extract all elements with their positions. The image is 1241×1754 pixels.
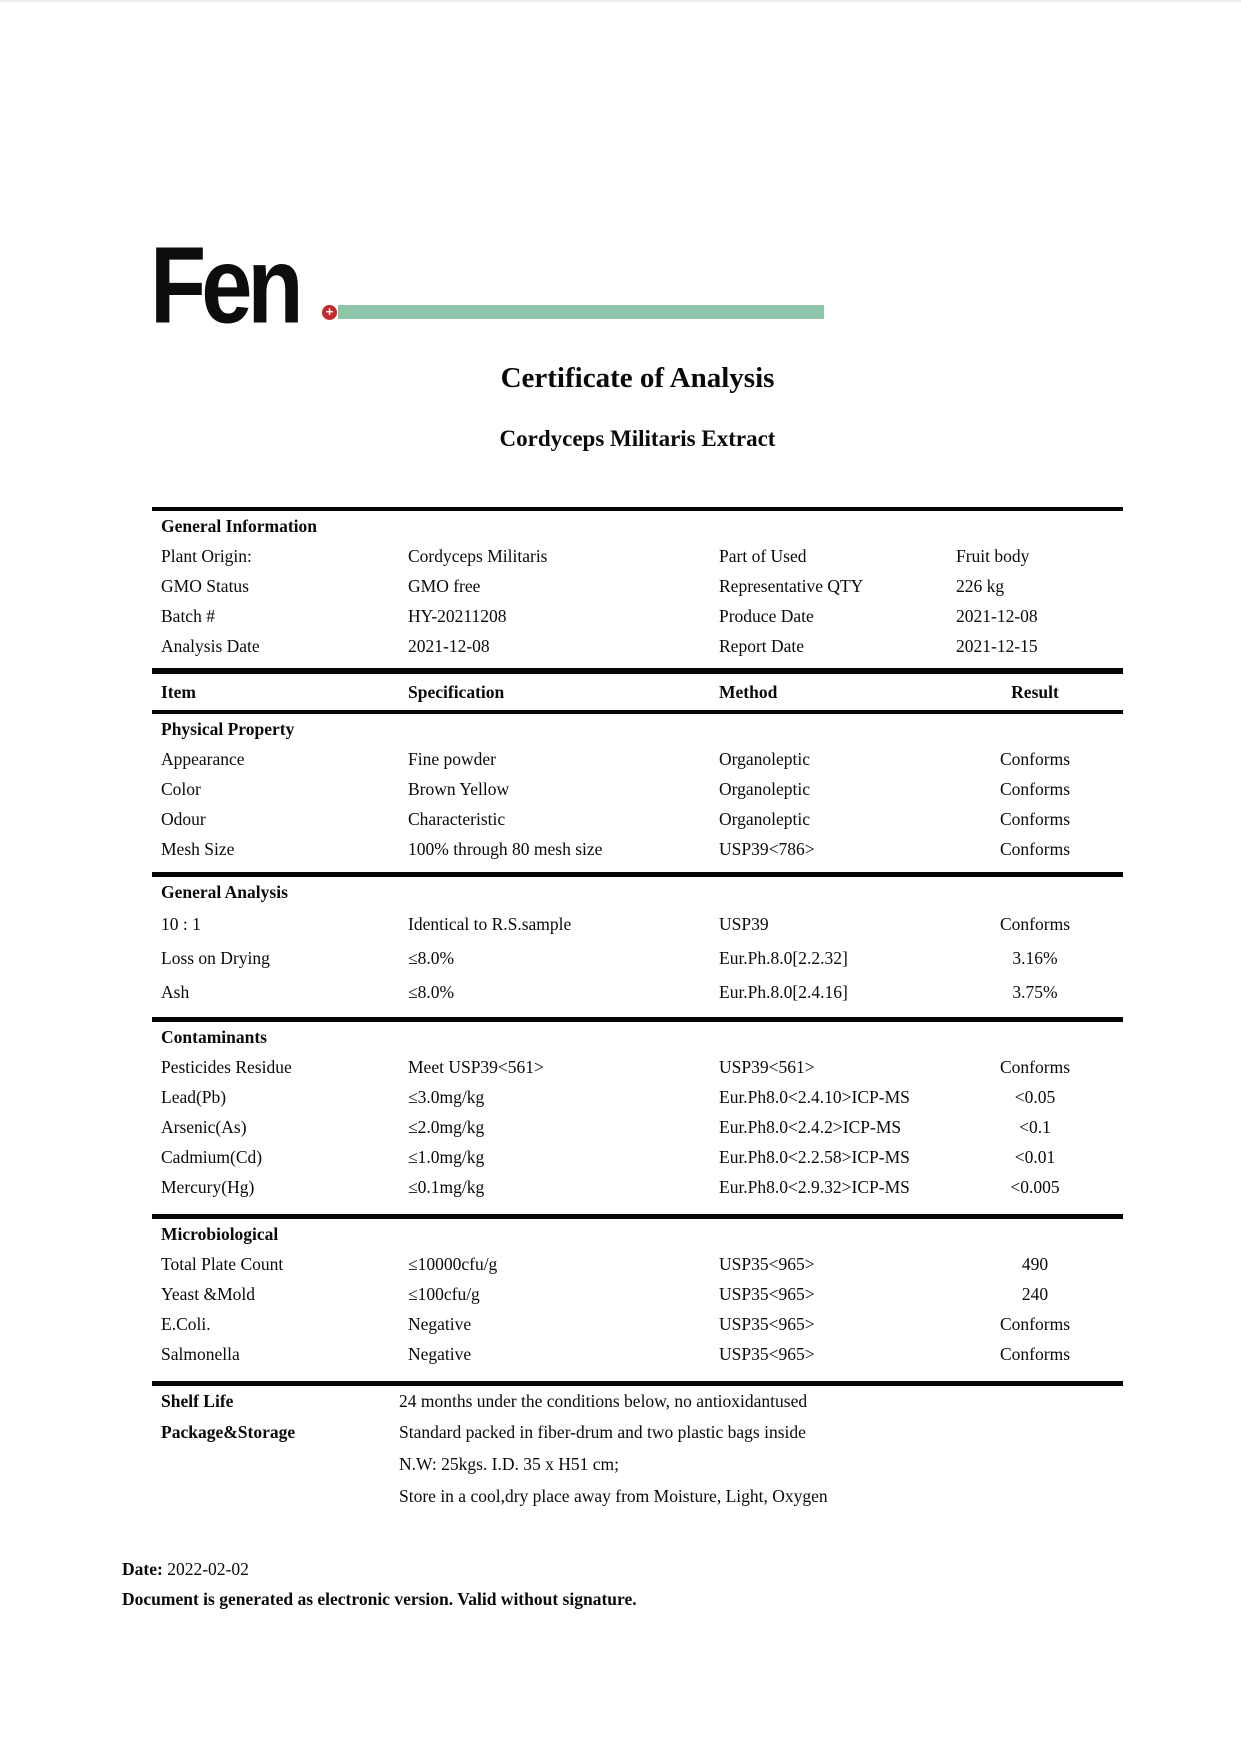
table-row [152, 907, 1123, 941]
table-row [152, 1112, 1123, 1142]
cell-method: USP35<965> [719, 1314, 815, 1334]
cell-result: 240 [1021, 1284, 1049, 1304]
cell-method: USP39 [719, 914, 769, 934]
table-row [152, 1052, 1123, 1082]
cell-spec: ≤10000cfu/g [408, 1254, 498, 1274]
gi-value: 226 kg [956, 576, 1005, 596]
cell-spec: Characteristic [408, 809, 506, 829]
general-info-row [152, 571, 1123, 601]
cell-item: Mesh Size [161, 839, 235, 859]
cell-spec: Identical to R.S.sample [408, 914, 572, 934]
coa-table [152, 507, 1123, 1512]
cell-result: <0.005 [1010, 1177, 1060, 1197]
cell-spec: ≤0.1mg/kg [408, 1177, 485, 1197]
section-heading: Physical Property [161, 719, 295, 739]
cell-item: Loss on Drying [161, 948, 270, 968]
cell-spec: Negative [408, 1344, 472, 1364]
gi-label: GMO Status [161, 576, 249, 596]
gi-value: Fruit body [956, 546, 1030, 566]
gi-label: Produce Date [719, 606, 814, 626]
cell-item: Color [161, 779, 201, 799]
cell-item: Odour [161, 809, 206, 829]
general-info-row [152, 601, 1123, 631]
table-row [152, 834, 1123, 864]
cell-spec: Brown Yellow [408, 779, 510, 799]
gi-label: Batch # [161, 606, 215, 626]
cell-result: Conforms [1000, 839, 1070, 859]
cell-result: Conforms [1000, 1057, 1070, 1077]
gi-value: HY-20211208 [408, 606, 507, 626]
cell-result: Conforms [1000, 914, 1070, 934]
cell-result: Conforms [1000, 749, 1070, 769]
page-title: Certificate of Analysis [500, 362, 775, 394]
table-row [152, 1082, 1123, 1112]
cell-item: Salmonella [161, 1344, 240, 1364]
gi-label: Representative QTY [719, 576, 864, 596]
company-logo [150, 225, 850, 346]
gi-value: 2021-12-08 [408, 636, 490, 656]
gi-label: Plant Origin: [161, 546, 252, 566]
footer [122, 1554, 637, 1614]
cell-spec: ≤1.0mg/kg [408, 1147, 485, 1167]
table-row [152, 1279, 1123, 1309]
package-extra-lines-row [152, 1448, 1123, 1512]
table-row [152, 941, 1123, 975]
cell-result: Conforms [1000, 1344, 1070, 1364]
cell-method: Organoleptic [719, 749, 811, 769]
analysis-section [152, 1219, 1123, 1381]
cell-result: Conforms [1000, 809, 1070, 829]
cell-item: Arsenic(As) [161, 1117, 247, 1137]
electronic-note: Document is generated as electronic version. Valid without signature. [122, 1589, 637, 1609]
analysis-section [152, 714, 1123, 872]
section-heading: Contaminants [161, 1027, 267, 1047]
logo-plus-icon: + [322, 305, 337, 320]
cell-item: Ash [161, 982, 190, 1002]
table-row [152, 1142, 1123, 1172]
cell-result: Conforms [1000, 779, 1070, 799]
analysis-section [152, 1022, 1123, 1214]
general-info-row [152, 541, 1123, 571]
cell-result: <0.05 [1014, 1087, 1056, 1107]
cell-item: 10 : 1 [161, 914, 201, 934]
cell-result: Conforms [1000, 1314, 1070, 1334]
shelf-life-label: Shelf Life [161, 1391, 234, 1411]
section-heading: Microbiological [161, 1224, 279, 1244]
gi-value: GMO free [408, 576, 481, 596]
product-name: Cordyceps Militaris Extract [499, 426, 776, 451]
general-info-row [152, 631, 1123, 661]
table-row [152, 774, 1123, 804]
cell-item: Yeast &Mold [161, 1284, 256, 1304]
cell-method: Eur.Ph.8.0[2.2.32] [719, 948, 848, 968]
logo-text: Fen [150, 225, 299, 346]
cell-spec: ≤3.0mg/kg [408, 1087, 485, 1107]
date-label: Date: [122, 1559, 163, 1579]
package-line: Store in a cool,dry place away from Moisture, Light, Oxygen [399, 1486, 828, 1506]
header-item: Item [161, 682, 196, 702]
cell-method: Eur.Ph8.0<2.4.2>ICP-MS [719, 1117, 902, 1137]
date-line [122, 1554, 637, 1584]
general-information-section [152, 511, 1123, 668]
header-method: Method [719, 682, 778, 702]
cell-method: Eur.Ph8.0<2.9.32>ICP-MS [719, 1177, 910, 1197]
cell-method: USP35<965> [719, 1344, 815, 1364]
cell-method: USP39<786> [719, 839, 815, 859]
cell-method: Organoleptic [719, 779, 811, 799]
section-heading: General Analysis [161, 882, 288, 902]
gi-value: 2021-12-08 [956, 606, 1038, 626]
cell-item: Lead(Pb) [161, 1087, 227, 1107]
cell-item: Pesticides Residue [161, 1057, 292, 1077]
cell-method: USP35<965> [719, 1254, 815, 1274]
cell-method: Eur.Ph.8.0[2.4.16] [719, 982, 848, 1002]
cell-result: <0.01 [1014, 1147, 1056, 1167]
package-storage-row [152, 1417, 1123, 1448]
gi-label: Part of Used [719, 546, 807, 566]
logo-accent-bar [338, 305, 824, 319]
cell-result: 3.75% [1012, 982, 1058, 1002]
cell-method: USP35<965> [719, 1284, 815, 1304]
cell-spec: ≤100cfu/g [408, 1284, 480, 1304]
gi-value: 2021-12-15 [956, 636, 1038, 656]
cell-spec: ≤2.0mg/kg [408, 1117, 485, 1137]
gi-value: Cordyceps Militaris [408, 546, 548, 566]
cell-item: Total Plate Count [161, 1254, 284, 1274]
cell-spec: Fine powder [408, 749, 496, 769]
table-row [152, 975, 1123, 1009]
table-row [152, 1309, 1123, 1339]
table-row [152, 1172, 1123, 1202]
package-storage-value: Standard packed in fiber-drum and two plastic bags inside [399, 1422, 806, 1442]
cell-spec: Negative [408, 1314, 472, 1334]
cell-result: <0.1 [1019, 1117, 1051, 1137]
package-extra-lines [399, 1448, 1123, 1512]
header-specification: Specification [408, 682, 505, 702]
gi-label: Analysis Date [161, 636, 260, 656]
package-line: N.W: 25kgs. I.D. 35 x H51 cm; [399, 1454, 620, 1474]
cell-item: Appearance [161, 749, 245, 769]
cell-item: E.Coli. [161, 1314, 211, 1334]
table-row [152, 1339, 1123, 1369]
cell-spec: 100% through 80 mesh size [408, 839, 603, 859]
shelf-life-row [152, 1386, 1123, 1417]
section-heading: General Information [161, 516, 318, 536]
cell-method: Eur.Ph8.0<2.4.10>ICP-MS [719, 1087, 910, 1107]
gi-label: Report Date [719, 636, 805, 656]
cell-item: Cadmium(Cd) [161, 1147, 263, 1167]
analysis-sections [152, 714, 1123, 1386]
cell-spec: Meet USP39<561> [408, 1057, 544, 1077]
spacer-cell [152, 1448, 399, 1512]
shelf-life-value: 24 months under the conditions below, no antioxidantused [399, 1391, 808, 1411]
cell-spec: ≤8.0% [408, 982, 455, 1002]
cell-item: Mercury(Hg) [161, 1177, 255, 1197]
table-row [152, 1249, 1123, 1279]
cell-spec: ≤8.0% [408, 948, 455, 968]
general-information-rows [152, 541, 1123, 661]
date-value: 2022-02-02 [167, 1559, 249, 1579]
header-result: Result [1011, 682, 1059, 702]
cell-method: Eur.Ph8.0<2.2.58>ICP-MS [719, 1147, 910, 1167]
cell-result: 490 [1021, 1254, 1049, 1274]
table-row [152, 804, 1123, 834]
table-row [152, 744, 1123, 774]
analysis-section [152, 877, 1123, 1017]
table-header-row [152, 674, 1123, 710]
package-storage-label: Package&Storage [161, 1422, 296, 1442]
cell-method: USP39<561> [719, 1057, 815, 1077]
cell-method: Organoleptic [719, 809, 811, 829]
cell-result: 3.16% [1012, 948, 1058, 968]
